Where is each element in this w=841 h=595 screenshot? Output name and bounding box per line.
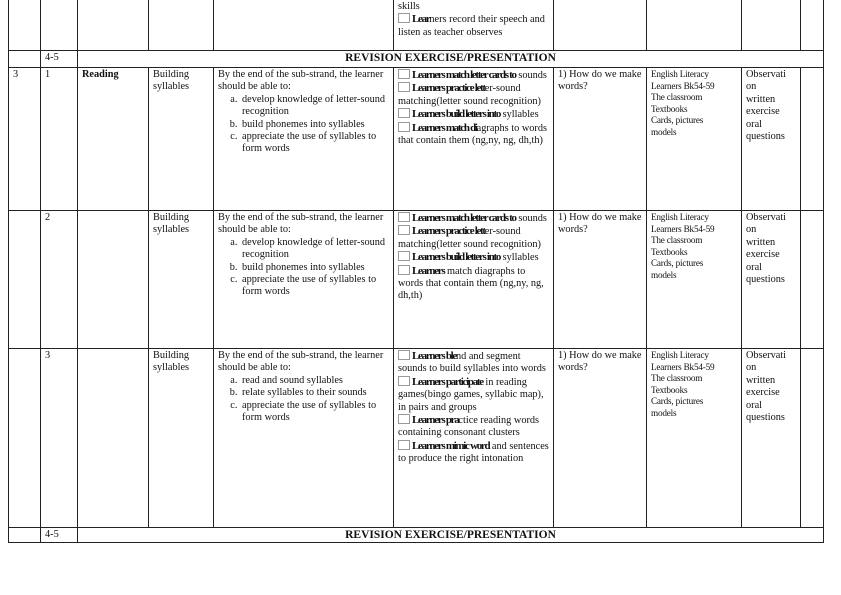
activity-text: agraphs to words that contain them (ng,ny, ng, dh,th) — [398, 122, 548, 147]
checkbox-icon — [398, 122, 410, 132]
table-row — [9, 0, 824, 51]
table-row — [9, 349, 824, 528]
assessment-item: exercise — [746, 387, 780, 399]
revision-label: REVISION EXERCISE/PRESENTATION — [78, 51, 824, 68]
table-row — [9, 211, 824, 349]
assessment-item: exercise — [746, 249, 780, 261]
resource-item: Learners Bk54-59 — [651, 361, 715, 372]
activity-item — [398, 251, 549, 264]
activity-item — [398, 108, 549, 121]
resource-item: Cards, pictures — [651, 396, 704, 407]
assessment-item: on — [746, 81, 757, 93]
checkbox-icon — [398, 13, 410, 23]
activity-bold: Learners match letter cards to — [412, 212, 516, 224]
activity-text: ctice reading words containing consonant clusters — [398, 415, 540, 439]
substrand-cell: Building syllables — [149, 68, 214, 211]
resource-item: Learners Bk54-59 — [651, 80, 715, 91]
activity-item — [398, 440, 549, 466]
assessment-item: exercise — [746, 106, 780, 118]
activity-item — [398, 265, 549, 303]
assessment-cell — [742, 211, 801, 349]
revision-row — [9, 528, 824, 543]
activity-bold: Learners practice lett — [412, 82, 485, 95]
assessment-item: Observati — [746, 212, 787, 223]
checkbox-icon — [398, 414, 410, 424]
activities-cell — [394, 0, 554, 51]
activity-bold: Learners pra — [412, 414, 459, 427]
activity-text: ners record their speech and listen as teacher observes — [398, 14, 545, 38]
assessment-item: on — [746, 362, 757, 374]
activity-bold: Learners mimic word — [412, 439, 490, 452]
assessment-item: Observati — [746, 69, 787, 80]
activities-cell — [394, 211, 554, 349]
activity-text: syllables — [500, 109, 539, 121]
activity-item — [398, 225, 549, 251]
activity-bold: Learners practice lett — [412, 225, 485, 238]
table-row — [9, 68, 824, 211]
resource-item: Textbooks — [651, 246, 688, 257]
outcome-intro: By the end of the sub-strand, the learner should be able to: — [218, 69, 384, 93]
activity-text: match diagraphs to words that contain them (ng,ny, ng, dh,th) — [398, 265, 544, 302]
outcome-item: b. build phonemes into syllables — [240, 262, 389, 274]
activity-text: in reading games(bingo games, syllabic map), in pairs and groups — [398, 376, 544, 413]
resources-cell — [647, 349, 742, 528]
substrand-cell: Building syllables — [149, 349, 214, 528]
outcome-item: a. develop knowledge of letter-sound recognition — [240, 237, 389, 262]
outcomes-cell — [214, 349, 394, 528]
assessment-item: written — [746, 93, 776, 105]
outcome-item: a. develop knowledge of letter-sound recognition — [240, 94, 389, 119]
activity-text: skills — [398, 1, 420, 12]
activity-item — [398, 350, 549, 376]
checkbox-icon — [398, 212, 410, 222]
activity-text: nd and segment sounds to build syllables into words — [398, 351, 546, 375]
activity-bold: Learners participate — [412, 375, 483, 388]
activity-item — [398, 82, 549, 108]
activity-bold: Learners match di — [412, 121, 477, 134]
assessment-item: oral — [746, 118, 763, 130]
activity-item — [398, 13, 549, 39]
activity-bold: Learners match letter cards to — [412, 69, 516, 81]
activity-item — [398, 69, 549, 82]
resource-item: Cards, pictures — [651, 115, 704, 126]
resource-item: models — [651, 269, 677, 280]
checkbox-icon — [398, 108, 410, 118]
resources-cell — [647, 211, 742, 349]
checkbox-icon — [398, 225, 410, 235]
activity-item — [398, 122, 549, 148]
checkbox-icon — [398, 251, 410, 261]
resource-item: Learners Bk54-59 — [651, 223, 715, 234]
inquiry-cell: 1) How do we make words? — [554, 211, 647, 349]
resource-item: Textbooks — [651, 103, 688, 114]
resource-item: English Literacy — [651, 350, 709, 360]
activity-text: er-sound matching(letter sound recognition) — [398, 83, 541, 107]
activity-item — [398, 376, 549, 414]
outcome-intro: By the end of the sub-strand, the learner should be able to: — [218, 350, 384, 374]
inquiry-cell: 1) How do we make words? — [554, 68, 647, 211]
activity-text: er-sound matching(letter sound recognition) — [398, 226, 541, 250]
activity-item — [398, 414, 549, 440]
revision-label: REVISION EXERCISE/PRESENTATION — [78, 528, 824, 543]
activity-bold: Learners build letters into — [412, 108, 501, 121]
activity-bold: Lear — [412, 13, 430, 26]
resource-item: The classroom — [651, 235, 703, 246]
assessment-item: written — [746, 236, 776, 248]
assessment-item: questions — [746, 274, 785, 286]
revision-row — [9, 51, 824, 68]
checkbox-icon — [398, 69, 410, 79]
resource-item: Cards, pictures — [651, 258, 704, 269]
outcome-item: c. appreciate the use of syllables to form words — [240, 274, 389, 299]
outcome-item: b. build phonemes into syllables — [240, 119, 389, 131]
activities-cell — [394, 349, 554, 528]
activities-cell — [394, 68, 554, 211]
outcome-item: c. appreciate the use of syllables to form words — [240, 400, 389, 425]
scheme-of-work-table — [8, 0, 824, 543]
lesson-cell: 1 — [41, 68, 78, 211]
resource-item: The classroom — [651, 373, 703, 384]
checkbox-icon — [398, 376, 410, 386]
substrand-cell: Building syllables — [149, 211, 214, 349]
assessment-cell — [742, 349, 801, 528]
outcome-item: a. read and sound syllables — [240, 375, 389, 387]
lesson-cell: 4-5 — [41, 528, 78, 543]
activity-text: sounds — [515, 213, 547, 224]
activity-bold: Learners build letters into — [412, 251, 501, 264]
resource-item: Textbooks — [651, 384, 688, 395]
lesson-cell: 3 — [41, 349, 78, 528]
activity-bold: Learners ble — [412, 350, 456, 362]
week-cell: 3 — [9, 68, 41, 211]
resources-cell — [647, 68, 742, 211]
activity-text: and sentences to produce the right intonation — [398, 440, 549, 465]
outcomes-cell — [214, 68, 394, 211]
activity-item — [398, 212, 549, 225]
resource-item: models — [651, 126, 677, 137]
resource-item: The classroom — [651, 92, 703, 103]
resource-item: English Literacy — [651, 212, 709, 222]
assessment-item: oral — [746, 261, 763, 273]
assessment-item: Observati — [746, 350, 787, 361]
outcome-item: b. relate syllables to their sounds — [240, 387, 389, 399]
checkbox-icon — [398, 350, 410, 360]
checkbox-icon — [398, 440, 410, 450]
assessment-item: questions — [746, 412, 785, 424]
assessment-item: oral — [746, 399, 763, 411]
resource-item: English Literacy — [651, 69, 709, 79]
strand-cell: Reading — [78, 68, 149, 211]
lesson-cell: 2 — [41, 211, 78, 349]
inquiry-cell: 1) How do we make words? — [554, 349, 647, 528]
activity-text: syllables — [500, 252, 539, 264]
activity-text: sounds — [515, 70, 547, 81]
resource-item: models — [651, 407, 677, 418]
lesson-cell: 4-5 — [41, 51, 78, 68]
checkbox-icon — [398, 82, 410, 92]
assessment-item: on — [746, 224, 757, 236]
checkbox-icon — [398, 265, 410, 275]
assessment-cell — [742, 68, 801, 211]
outcome-intro: By the end of the sub-strand, the learner should be able to: — [218, 212, 384, 236]
assessment-item: questions — [746, 131, 785, 143]
assessment-item: written — [746, 374, 776, 386]
activity-bold: Learners — [412, 264, 445, 277]
outcome-item: c. appreciate the use of syllables to form words — [240, 131, 389, 156]
outcomes-cell — [214, 211, 394, 349]
